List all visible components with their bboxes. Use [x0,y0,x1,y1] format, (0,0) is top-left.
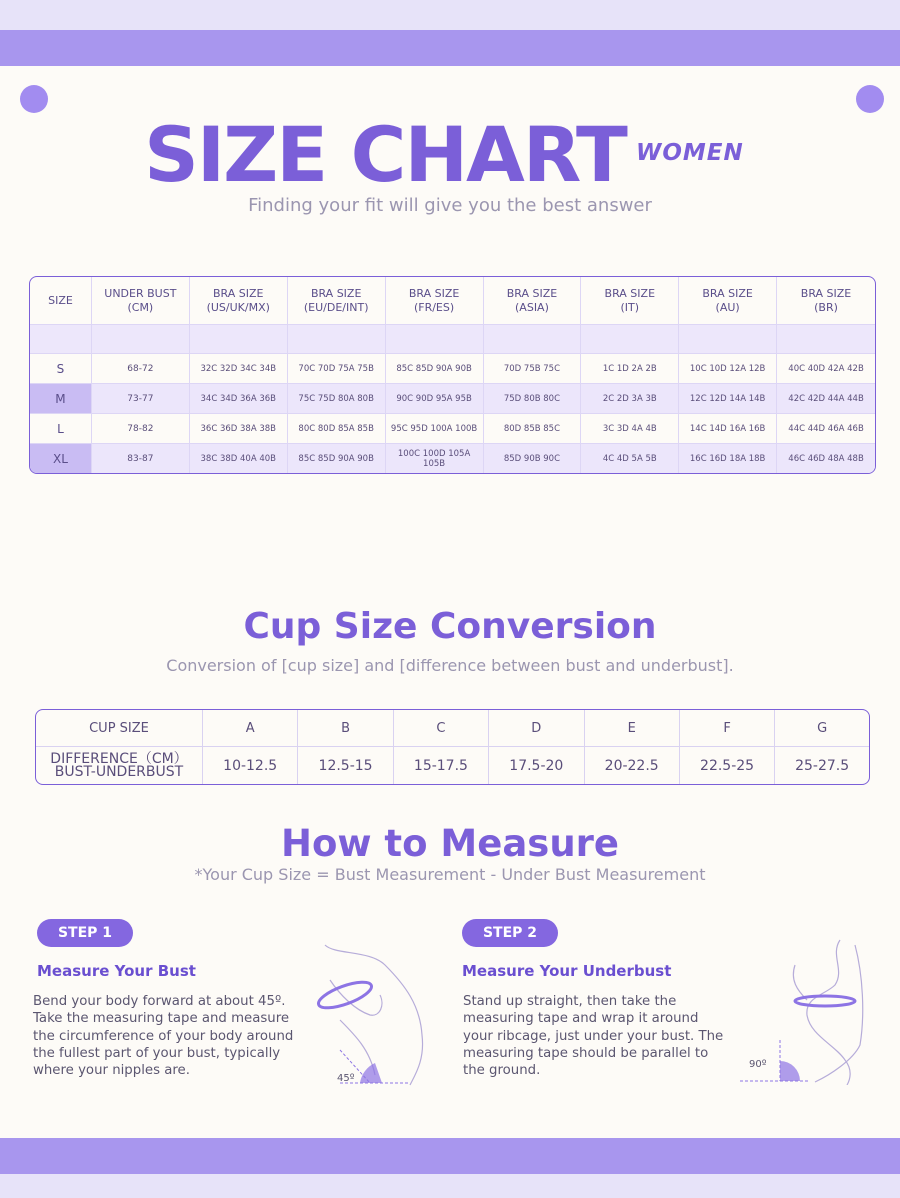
header-cell: BRA SIZE (EU/DE/INT) [288,277,386,325]
bra-size-cell: 36C 36D 38A 38B [190,414,288,444]
bra-size-cell: 1C 1D 2A 2B [581,354,679,384]
underbust-cell: 68-72 [92,354,190,384]
title-block [0,110,900,199]
difference-cell: 15-17.5 [394,747,489,784]
bra-size-cell: 85C 85D 90A 90B [288,444,386,473]
cup-letter-cell: E [585,710,680,747]
difference-label: DIFFERENCE（CM） BUST-UNDERBUST [36,747,203,784]
step-1-badge: STEP 1 [37,919,133,947]
difference-cell: 20-22.5 [585,747,680,784]
header-cell: BRA SIZE (BR) [777,277,875,325]
bra-size-cell: 90C 90D 95A 95B [386,384,484,414]
bra-size-cell: 2C 2D 3A 3B [581,384,679,414]
header-cell: BRA SIZE (AU) [679,277,777,325]
step-2-text: Stand up straight, then take the measuring tape and wrap it around your ribcage, just under your bust. The measuring tape should be parallel to the ground. [463,994,724,1079]
header-cell: UNDER BUST (CM) [92,277,190,325]
page-title: SIZE CHART [144,110,626,199]
bra-size-cell: 32C 32D 34C 34B [190,354,288,384]
header-cell: SIZE [30,277,92,325]
difference-cell: 17.5-20 [489,747,584,784]
bra-size-cell: 44C 44D 46A 46B [777,414,875,444]
pin-dot-left [20,85,48,113]
cup-size-row [36,710,869,747]
bra-size-cell: 40C 40D 42A 42B [777,354,875,384]
difference-cell: 25-27.5 [795,757,850,774]
bra-size-cell: 95C 95D 100A 100B [386,414,484,444]
table-row [30,444,875,473]
bra-size-cell: 10C 10D 12A 12B [679,354,777,384]
cup-section-subtitle: Conversion of [cup size] and [difference between bust and underbust]. [166,656,734,675]
header-cell: BRA SIZE (US/UK/MX) [190,277,288,325]
difference-row [36,747,869,784]
size-table [29,276,876,474]
size-cell: S [30,354,92,384]
difference-cell: 10-12.5 [203,747,298,784]
bust-measure-figure-icon [310,935,440,1090]
cup-section-title: Cup Size Conversion [243,606,657,647]
size-cell: M [30,384,92,414]
cup-letter-cell: D [489,710,584,747]
bottom-band [0,1138,900,1174]
bra-size-cell: 14C 14D 16A 16B [679,414,777,444]
pin-dot-right [856,85,884,113]
bra-size-cell: 42C 42D 44A 44B [777,384,875,414]
table-row [30,414,875,444]
step-1-text: Bend your body forward at about 45º. Take the measuring tape and measure the circumference of your body around the fullest part of your bust, typically where your nipples are. [33,994,294,1079]
size-table-spacer-row [30,325,875,354]
top-band [0,30,900,66]
bra-size-cell: 70C 70D 75A 75B [288,354,386,384]
bra-size-cell: 46C 46D 48A 48B [777,444,875,473]
size-cell: L [30,414,92,444]
header-cell: BRA SIZE (FR/ES) [386,277,484,325]
difference-cell: 12.5-15 [298,747,393,784]
step-2-badge: STEP 2 [462,919,558,947]
header-cell: BRA SIZE (ASIA) [484,277,582,325]
bra-size-cell: 3C 3D 4A 4B [581,414,679,444]
bra-size-cell: 70D 75B 75C [484,354,582,384]
table-row [30,384,875,414]
bra-size-cell: 75D 80B 80C [484,384,582,414]
page-subtitle: Finding your fit will give you the best answer [248,195,652,216]
measure-section-subtitle: *Your Cup Size = Bust Measurement - Under Bust Measurement [194,865,706,884]
table-row [30,354,875,384]
size-cell: XL [30,444,92,473]
step-1-heading: Measure Your Bust [37,962,196,980]
bra-size-cell: 4C 4D 5A 5B [581,444,679,473]
bra-size-cell: 16C 16D 18A 18B [679,444,777,473]
cup-letter-cell: B [298,710,393,747]
size-table-header [30,277,875,325]
difference-cell: 22.5-25 [680,747,775,784]
cup-size-label: CUP SIZE [36,710,203,747]
angle-90-label: 90º [749,1059,767,1070]
bra-size-cell: 12C 12D 14A 14B [679,384,777,414]
underbust-cell: 83-87 [92,444,190,473]
header-cell: BRA SIZE (IT) [581,277,679,325]
underbust-measure-figure-icon [735,935,870,1085]
cup-conversion-table [35,709,870,785]
bra-size-cell: 75C 75D 80A 80B [288,384,386,414]
cup-letter-cell: F [680,710,775,747]
cup-letter-cell: A [203,710,298,747]
cup-letter-cell: G [775,710,869,747]
women-tag: WOMEN [636,140,744,166]
bra-size-cell: 80C 80D 85A 85B [288,414,386,444]
cup-letter-cell: C [394,710,489,747]
angle-45-label: 45º [337,1073,355,1084]
bra-size-cell: 38C 38D 40A 40B [190,444,288,473]
bra-size-cell: 85D 90B 90C [484,444,582,473]
measure-section-title: How to Measure [280,822,620,865]
underbust-cell: 73-77 [92,384,190,414]
bra-size-cell: 80D 85B 85C [484,414,582,444]
underbust-cell: 78-82 [92,414,190,444]
bra-size-cell: 85C 85D 90A 90B [386,354,484,384]
bra-size-cell: 34C 34D 36A 36B [190,384,288,414]
bra-size-cell: 100C 100D 105A 105B [386,444,484,473]
step-2-heading: Measure Your Underbust [462,962,672,980]
